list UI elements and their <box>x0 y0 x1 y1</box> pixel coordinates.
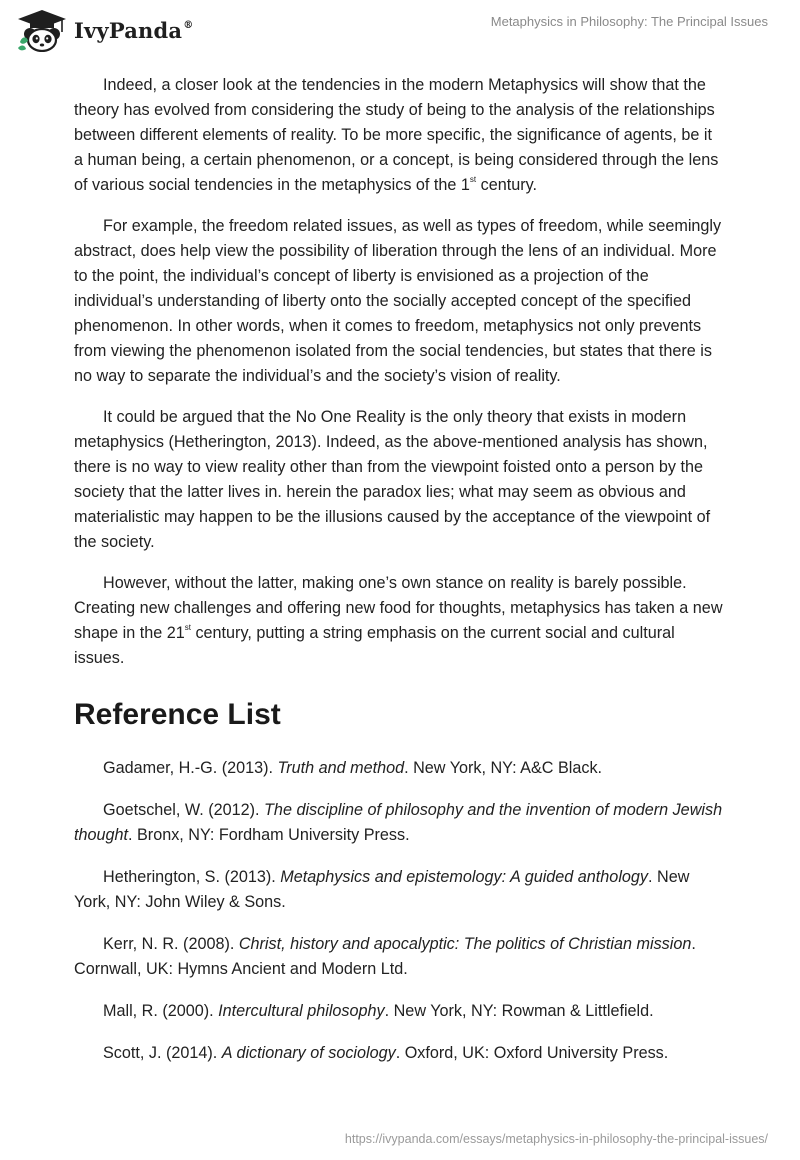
panda-graduation-cap-icon <box>16 8 68 52</box>
paragraph-2: For example, the freedom related issues, as well as types of freedom, while seemingly abstract, does help view the possibility of liberation through the lens of an individual. More to the point, the individual’s concept of liberty is envisioned as a projection of the individual’s understanding of liberty onto the socially accepted concept of the specified phenomenon. In other words, when it comes to freedom, metaphysics not only prevents from viewing the phenomenon isolated from the social tendencies, but states that there is no way to separate the individual’s and the society’s vision of reality. <box>74 217 722 385</box>
paragraph-4: However, without the latter, making one’s own stance on reality is barely possible. Creating new challenges and offering new food for thoughts, metaphysics has taken a new shape in the 21st century, putting a string emphasis on the current social and cultural issues. <box>74 574 723 667</box>
essay-body <box>74 73 724 1083</box>
reference-item: Kerr, N. R. (2008). Christ, history and apocalyptic: The politics of Christian mission. Cornwall, UK: Hymns Ancient and Modern Ltd. <box>74 935 696 978</box>
reference-item: Scott, J. (2014). A dictionary of sociology. Oxford, UK: Oxford University Press. <box>103 1044 669 1062</box>
registered-mark: ® <box>183 19 194 31</box>
page-header <box>0 0 800 70</box>
ivypanda-logo[interactable] <box>16 8 193 52</box>
reference-title: The discipline of philosophy and the invention of modern Jewish thought <box>74 801 723 844</box>
reference-title: Intercultural philosophy <box>218 1002 385 1020</box>
reference-item: Hetherington, S. (2013). Metaphysics and epistemology: A guided anthology. New York, NY: John Wiley & Sons. <box>74 868 690 911</box>
reference-item: Gadamer, H.-G. (2013). Truth and method. New York, NY: A&C Black. <box>103 759 603 777</box>
reference-list-heading: Reference List <box>74 698 281 731</box>
reference-title: Christ, history and apocalyptic: The politics of Christian mission <box>238 935 692 953</box>
brand-name: IvyPanda® <box>74 17 194 43</box>
ordinal-suffix: st <box>184 623 191 632</box>
reference-title: A dictionary of sociology <box>221 1044 396 1062</box>
reference-title: Metaphysics and epistemology: A guided anthology <box>280 868 649 886</box>
document-title: Metaphysics in Philosophy: The Principal Issues <box>490 14 768 29</box>
ordinal-suffix: st <box>469 175 477 184</box>
reference-item: Mall, R. (2000). Intercultural philosophy. New York, NY: Rowman & Littlefield. <box>103 1002 654 1020</box>
paragraph-3: It could be argued that the No One Reality is the only theory that exists in modern metaphysics (Hetherington, 2013). Indeed, as the above-mentioned analysis has shown, there is no way to view reality other than from the viewpoint foisted onto a person by the society that the latter lives in. herein the paradox lies; what may seem as obvious and materialistic may happen to be the illusions caused by the acceptance of the viewpoint of the society. <box>74 408 711 551</box>
source-url-link[interactable]: https://ivypanda.com/essays/metaphysics-in-philosophy-the-principal-issues/ <box>344 1132 768 1146</box>
reference-title: Truth and method <box>277 759 405 777</box>
paragraph-1: Indeed, a closer look at the tendencies in the modern Metaphysics will show that the theory has evolved from considering the study of being to the analysis of the relationships between different elements of reality. To be more specific, the significance of agents, be it a human being, a certain phenomenon, or a concept, is being considered through the lens of various social tendencies in the metaphysics of the 1st century. <box>74 76 719 194</box>
reference-item: Goetschel, W. (2012). The discipline of philosophy and the invention of modern Jewish thought. Bronx, NY: Fordham University Press. <box>74 801 723 844</box>
